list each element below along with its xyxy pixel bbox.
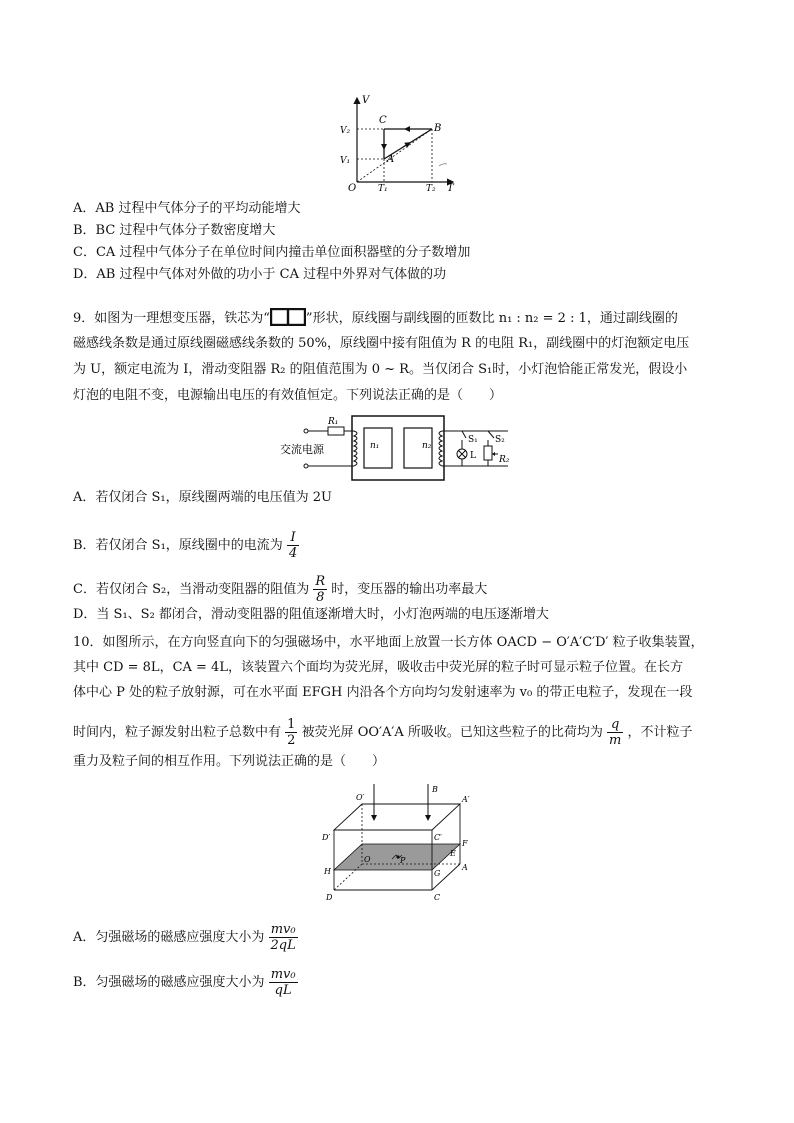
- label-t1: T₁: [378, 184, 388, 194]
- svg-text:P: P: [400, 856, 406, 865]
- svg-text:L: L: [470, 451, 476, 461]
- svg-text:n₂: n₂: [422, 441, 432, 451]
- label-b: B: [434, 123, 442, 134]
- q9-stem-line-3: 为 U，额定电流为 I，滑动变阻器 R₂ 的阻值范围为 0 ~ R。当仅闭合 S₁时，小灯泡恰能正常发光，假设小: [73, 362, 688, 377]
- svg-text:E: E: [450, 849, 456, 858]
- transformer-circuit-figure: [280, 412, 525, 484]
- q9-stem-line-1: 9．如图为一理想变压器，铁芯为“ ”形状，原线圈与副线圈的匝数比 n₁ : n₂ = 2 : 1，通过副线圈的: [73, 308, 678, 329]
- svg-text:R₁: R₁: [328, 417, 339, 427]
- q8-option-a: A．AB 过程中气体分子的平均动能增大: [73, 201, 301, 216]
- q10-option-b: B．匀强磁场的磁感应强度大小为 $\frac{\text{mv₀}}{qL}$: [73, 967, 296, 998]
- q9-option-c: C．若仅闭合 S₂，当滑动变阻器的阻值为 $\frac{R}{8}$ 时，变压器的输出功率最大: [73, 574, 488, 605]
- q9-stem-line-4: 灯泡的电阻不变，电源输出电压的有效值恒定。下列说法正确的是（ ）: [73, 388, 503, 403]
- svg-text:n₁: n₁: [370, 441, 380, 451]
- q10-option-a: A．匀强磁场的磁感应强度大小为 $\frac{\text{mv₀}}{2qL}$: [73, 922, 296, 953]
- svg-text:A′: A′: [462, 795, 470, 804]
- q10-stem-line-3: 体中心 P 处的粒子放射源，可在水平面 EFGH 内沿各个方向均匀发射速率为 v₀ 的带正电粒子，发现在一段: [73, 685, 693, 700]
- svg-text:D′: D′: [322, 833, 331, 842]
- label-source: 交流电源: [280, 443, 324, 456]
- svg-text:S₁: S₁: [468, 435, 478, 445]
- q9-stem-line-2: 磁感线条数是通过原线圈磁感线条数的 50%，原线圈中接有阻值为 R 的电阻 R₁，副线圈中的灯泡额定电压: [73, 336, 690, 351]
- svg-text:G: G: [434, 869, 441, 878]
- label-c: C: [379, 115, 387, 126]
- q10-stem-line-4: 时间内，粒子源发射出粒子总数中有 $\frac{1}{2}$ 被荧光屏 OO′A′A 所吸收。已知这些粒子的比荷均为 $\frac{q}{m}$ ，不计粒子: [73, 717, 693, 748]
- svg-text:F: F: [462, 839, 468, 848]
- svg-text:B: B: [432, 785, 438, 794]
- fraction-q-over-m: $\frac{q}{m}$: [608, 717, 622, 748]
- collector-box-figure: [320, 782, 480, 904]
- fraction-i-over-4: $\frac{I}{4}$: [288, 530, 298, 561]
- label-v1: V₁: [340, 156, 351, 166]
- label-o: O: [348, 183, 357, 194]
- q8-option-d: D．AB 过程中气体对外做的功小于 CA 过程中外界对气体做的功: [73, 267, 447, 282]
- label-a: A: [387, 154, 395, 165]
- q10-stem-line-5: 重力及粒子间的相互作用。下列说法正确的是（ ）: [73, 754, 386, 769]
- label-t: T: [447, 183, 454, 194]
- fraction-one-half: $\frac{1}{2}$: [287, 717, 296, 748]
- svg-text:C′: C′: [434, 833, 442, 842]
- q10-stem-line-1: 10．如图所示，在方向竖直向下的匀强磁场中，水平地面上放置一长方体 OACD − O′A′C′D′ 粒子收集装置，: [73, 635, 704, 650]
- svg-text:R₂: R₂: [499, 455, 510, 465]
- q8-option-b: B．BC 过程中气体分子数密度增大: [73, 223, 276, 238]
- q9-option-a: A．若仅闭合 S₁，原线圈两端的电压值为 2U: [73, 490, 332, 505]
- q9-option-b: B．若仅闭合 S₁，原线圈中的电流为 $\frac{I}{4}$: [73, 530, 298, 561]
- label-t2: T₂: [426, 184, 436, 194]
- svg-text:O: O: [364, 855, 371, 864]
- svg-text:C: C: [434, 893, 441, 902]
- svg-text:D: D: [326, 893, 333, 902]
- fraction-mv0-over-2qL: $\frac{\text{mv₀}}{2qL}$: [270, 922, 296, 953]
- svg-text:H: H: [324, 867, 331, 876]
- iron-core-icon: [270, 308, 306, 326]
- label-v: V: [362, 95, 370, 106]
- vt-graph-figure: [335, 92, 465, 194]
- q9-option-d: D．当 S₁、S₂ 都闭合，滑动变阻器的阻值逐渐增大时，小灯泡两端的电压逐渐增大: [73, 607, 549, 622]
- label-v2: V₂: [340, 126, 351, 136]
- fraction-mv0-over-qL: $\frac{\text{mv₀}}{qL}$: [270, 967, 296, 998]
- svg-text:A: A: [462, 863, 468, 872]
- svg-text:O′: O′: [356, 793, 365, 802]
- svg-text:S₂: S₂: [495, 435, 505, 445]
- q10-stem-line-2: 其中 CD = 8L，CA = 4L，该装置六个面均为荧光屏，吸收击中荧光屏的粒子时可显示粒子位置。在长方: [73, 660, 683, 675]
- fraction-r-over-8: $\frac{R}{8}$: [315, 574, 326, 605]
- rheostat-r2: [484, 446, 492, 460]
- q8-option-c: C．CA 过程中气体分子在单位时间内撞击单位面积器壁的分子数增加: [73, 245, 471, 260]
- resistor-r1: [328, 427, 344, 435]
